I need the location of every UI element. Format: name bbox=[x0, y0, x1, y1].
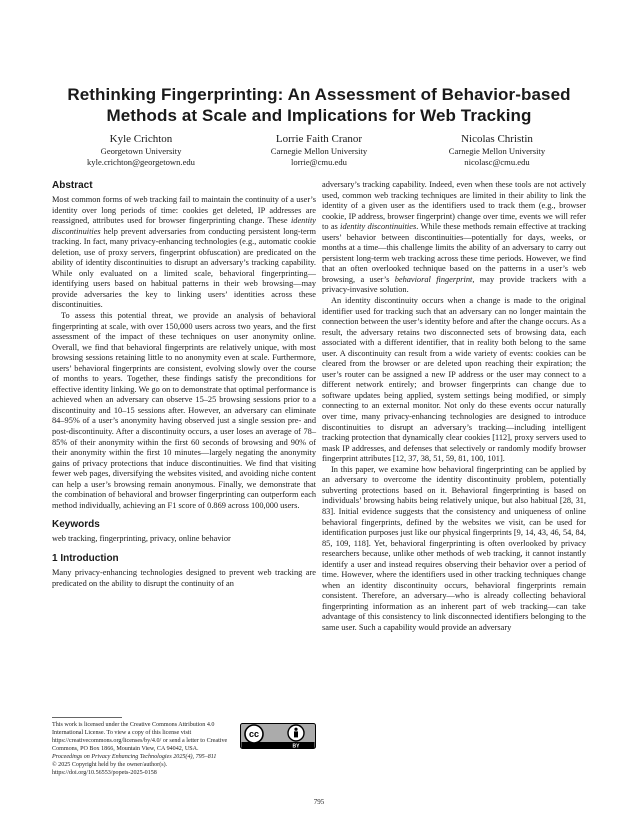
footnote-rule bbox=[52, 717, 122, 718]
abstract-heading: Abstract bbox=[52, 180, 93, 191]
copyright-line: © 2025 Copyright held by the owner/author(s). bbox=[52, 762, 168, 768]
svg-text:cc: cc bbox=[248, 729, 260, 740]
introduction-paragraph-3: In this paper, we examine how behavioral fingerprinting can be applied by an adversary to overcome the identity discontinuity problem, potentially subverting protections based on it. Behavioral fingerprinting is based on individuals’ browsing habits being relatively unique, but also habitual [28, 31, 83]. Initial evidence suggests that the consistency and uniqueness of online behavioral fingerprints, defined by the websites we visit, can be used for identification purposes just like our physical fingerprints [9, 14, 43, 46, 54, 84, 85, 109, 118]. Yet, behavioral fingerprinting is often overlooked by privacy researchers because, unlike other methods of web tracking, it cannot instantly identify a user and instead requires observing their behavior over a period of time. However, where the identifiers used in other tracking techniques change when an identity discontinuity occurs, behavioral fingerprints remain consistent. Therefore, an adversary—who is already collecting behavioral fingerprinting information as an inherent part of web tracking—can take advantage of this consistency to link disconnected identifiers belonging to the same user. Such a capability would provide an adversary bbox=[322, 464, 586, 632]
license-text: This work is licensed under the Creative Commons Attribution 4.0 International License. To view a copy of this license visit https://creativecommons.org/licenses/by/4.0/ or send a letter to Creative Commons, PO Box 1866, Mountain View, CA 94042, USA. bbox=[52, 722, 228, 752]
author-block bbox=[52, 133, 586, 167]
abstract-paragraph-2: To assess this potential threat, we provide an analysis of behavioral fingerprinting at scale, with over 150,000 users across two years, and the first assessment of the impact of these techniques on user anonymity online. Overall, we find that behavioral fingerprints are relatively unique, with most browsing sessions retaining little to no anonymity even at scale. Furthermore, users’ behavioral fingerprints are consistent, evolving slowly over the course of months to years. Together, these findings satisfy the preconditions for effective identity linking. We go on to demonstrate that optimal performance is achieved when an adversary can observe 15–25 browsing sessions prior to a discontinuity and 10–15 sessions after. However, an adversary can eliminate 84–95% of a user’s anonymity having observed just a single session pre- and post-discontinuity. After a discontinuity occurs, a user loses an average of 78–85% of their anonymity within the first 60 seconds of browsing and 90% of their anonymity within the first 10 minutes—largely negating the anonymity gains of privacy protections that induce discontinuities. We find that visiting fewer web pages, diversifying the websites visited, and avoiding niche content can help a user’s browsing remain anonymous. Finally, we demonstrate that the combination of behavioral and browser fingerprinting can outperform each method individually, achieving an F1 score of 0.869 across 100,000 users. bbox=[52, 311, 316, 510]
author-email: kyle.crichton@georgetown.edu bbox=[87, 156, 195, 167]
author-name: Lorrie Faith Cranor bbox=[275, 133, 363, 145]
emphasis: identity discontinuities bbox=[52, 216, 316, 236]
emphasis: behavioral fingerprint bbox=[394, 274, 473, 284]
right-column bbox=[322, 180, 586, 634]
doi-link[interactable]: https://doi.org/10.56553/popets-2025-0158 bbox=[52, 770, 157, 776]
keywords-text: web tracking, fingerprinting, privacy, online behavior bbox=[52, 534, 231, 544]
author-email: nicolasc@cmu.edu bbox=[464, 156, 530, 167]
author-name: Nicolas Christin bbox=[461, 133, 533, 145]
author-affiliation: Carnegie Mellon University bbox=[270, 146, 368, 156]
keywords-heading: Keywords bbox=[52, 519, 100, 531]
emphasis: identity discontinuities bbox=[340, 222, 417, 232]
footnote bbox=[52, 717, 316, 777]
page-number: 795 bbox=[313, 798, 325, 806]
cc-by-icon bbox=[240, 723, 316, 749]
author-affiliation: Carnegie Mellon University bbox=[448, 146, 546, 156]
author-2 bbox=[230, 133, 408, 167]
paper-title: Rethinking Fingerprinting: An Assessment of Behavior-based Methods at Scale and Implications for Web Tracking bbox=[67, 85, 571, 125]
author-email: lorrie@cmu.edu bbox=[291, 156, 347, 167]
author-name: Kyle Crichton bbox=[109, 133, 173, 145]
abstract-paragraph-1: Most common forms of web tracking fail to maintain the continuity of a user’s identity over long periods of time: cookies get deleted, IP addresses are reassigned, attributes used for browser fingerprinting change. These identity discontinuities help prevent adversaries from conducting persistent long-term tracking. In fact, many privacy-enhancing technologies (e.g., automatic cookie deletion, use of proxy servers, fingerprint obfuscation) are predicated on the ability of identity discontinuities to disrupt an adversary’s tracking capability. While only evaluated on a limited scale, behavioral fingerprinting—identifying users based on habitual patterns in their web browsing—may provide adversaries the key to linking users’ identities across these discontinuities. bbox=[52, 195, 316, 310]
introduction-paragraph-2: An identity discontinuity occurs when a change is made to the original identifier used for tracking such that an adversary can no longer maintain the connection between the user’s identity before and after the change occurs. As a result, the adversary retains two disconnected sets of browsing data, each associated with a different identifier, that in reality both belong to the same user. A discontinuity can result from a wide variety of events: cookies can be cleared from the browser or are deleted upon reaching their expiration; the user’s router can be assigned a new IP address or the user may connect to a different network entirely; and browser fingerprints can change due to software updates being applied, system settings being modified, or simply connecting to an external monitor. Not only do these events occur naturally over time, many privacy-enhancing technologies are designed to introduce discontinuities to disrupt an adversary’s tracking—including intelligent tracking protection that dynamically clear cookies [112], proxy servers used to mask IP addresses, and defenses that selectively or randomly modify browser fingerprint attributes [12, 37, 38, 51, 59, 81, 100, 101]. bbox=[322, 296, 586, 464]
author-1 bbox=[52, 133, 230, 167]
left-column bbox=[52, 180, 316, 589]
introduction-heading: 1 Introduction bbox=[52, 552, 119, 564]
introduction-paragraph-1-start: Many privacy-enhancing technologies designed to prevent web tracking are predicated on the ability to disrupt the continuity of an bbox=[52, 567, 316, 588]
author-affiliation: Georgetown University bbox=[100, 146, 182, 156]
license-row bbox=[52, 721, 316, 753]
introduction-paragraph-1-cont: adversary’s tracking capability. Indeed, even when these tools are not actively used, common web tracking techniques are limited in their ability to link the identity of a given user as the identifiers used to track them (e.g., browser cookie, IP address, browser fingerprint) change over time, events we will refer to as identity discontinuities. While these methods remain effective at tracking users’ behavior between discontinuities—potentially for days, weeks, or months at a time—this challenge limits the ability of an adversary to carry out persistent long-term web tracking across these time periods. However, we find that an often overlooked technique based on the patterns in a user’s web browsing, a user’s behavioral fingerprint, may provide trackers with a privacy-invasive solution. bbox=[322, 180, 586, 295]
cc-badge-label: BY bbox=[292, 743, 300, 749]
venue-line: Proceedings on Privacy Enhancing Technologies 2025(4), 795–811 bbox=[52, 754, 217, 760]
author-3 bbox=[408, 133, 586, 167]
